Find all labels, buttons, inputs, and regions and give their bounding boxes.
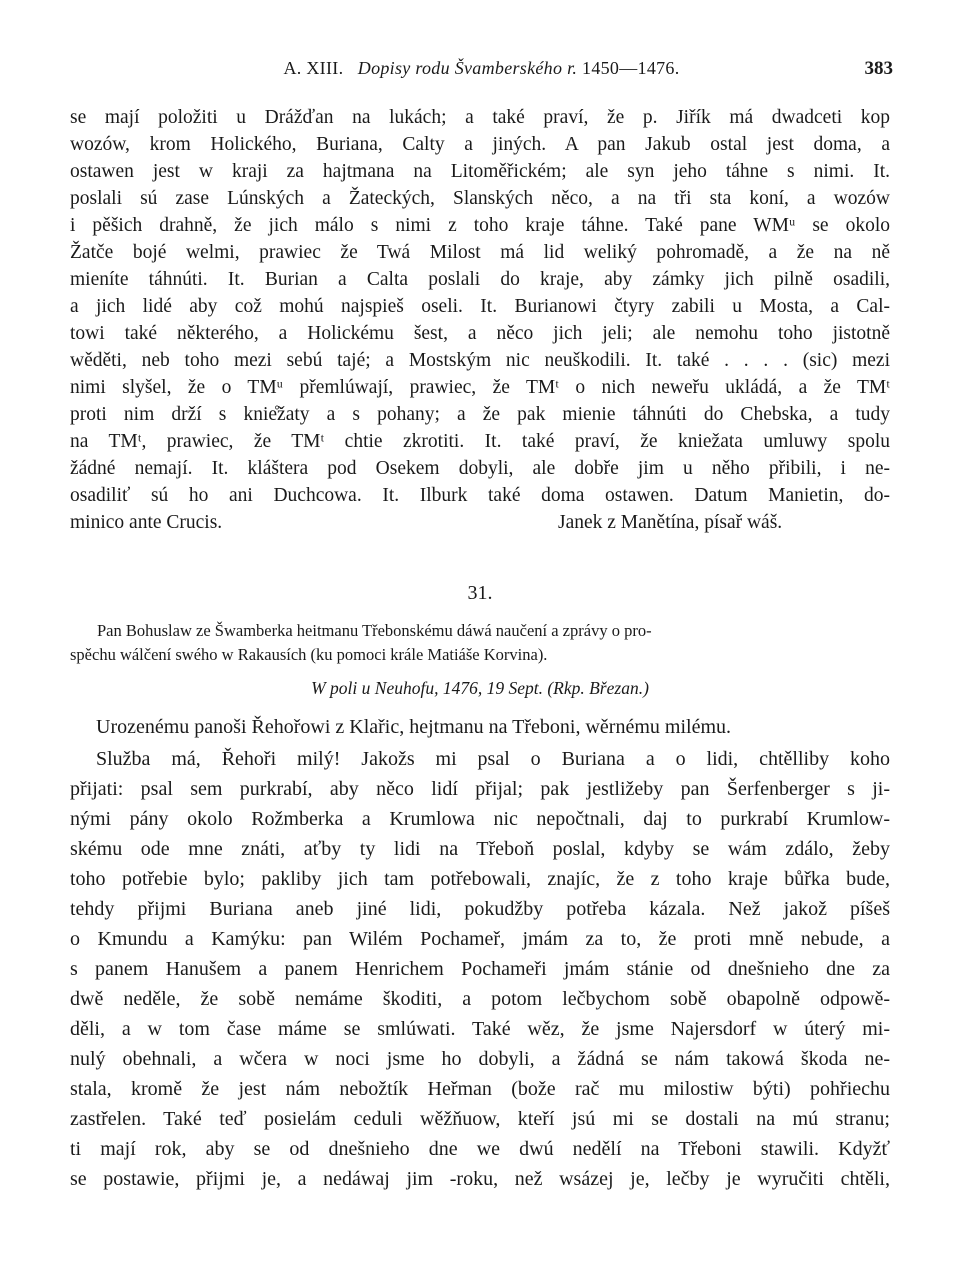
text-line: děli, a w tom čase máme se smlúwati. Také wěz, že jsme Najersdorf w úterý mi-	[70, 1018, 890, 1040]
letter-signature: Janek z Manětína, písař wáš.	[558, 512, 783, 533]
abstract-line: Pan Bohuslaw ze Šwamberka heitmanu Třebonskému dáwá naučení a zprávy o pro-	[97, 621, 652, 640]
abstract-line: spěchu wálčení swého w Rakausích (ku pomoci krále Matiáše Korvina).	[70, 645, 548, 664]
text-line: skému ode mne znáti, aťby ty lidi na Třeboň poslal, kdyby se wám zdálo, žeby	[70, 838, 890, 860]
text-line: wozów, krom Holického, Buriana, Calty a jiných. A pan Jakub ostal jest doma, a	[70, 134, 890, 155]
header-title	[70, 58, 893, 79]
text-line: přijati: psal sem purkrabí, aby něco lidí přijal; pak jestližeby pan Šerfenberger s ji-	[70, 778, 890, 800]
salutation: Urozenému panoši Řehořowi z Klařic, hejtmanu na Třeboni, wěrnému milému.	[96, 716, 731, 738]
header-section: A. XIII.	[283, 58, 344, 78]
letter-date-closing: minico ante Crucis.	[70, 512, 223, 533]
text-line: stala, kromě že jest nám nebožtík Heřman (bože rač mu milostiw býti) pohřiechu	[70, 1078, 890, 1100]
header-years: 1450—1476.	[582, 58, 680, 78]
text-line: osadiliť sú ho ani Duchcowa. It. Ilburk také doma ostawen. Datum Manietin, do-	[70, 485, 890, 506]
text-line: i pěšich drahně, že jich málo s nimi z toho kraje táhne. Také pane WMᵘ se okolo	[70, 215, 890, 236]
header-collection-title: Dopisy rodu Švamberského r.	[357, 58, 578, 78]
text-line: o Kmundu a Kamýku: pan Wilém Pochameř, jmám za to, že proti mně nebude, a	[70, 928, 890, 950]
text-line: poslali sú zase Lúnských a Žateckých, Slanských něco, a na tři sta koní, a wozów	[70, 188, 890, 209]
text-line: se postawie, přijmi je, a nedáwaj jim -roku, než wsázej je, lečby je wyručiti chtěli,	[70, 1168, 890, 1190]
text-line: nulý obehnali, a wčera w noci jsme ho dobyli, a žádná se nám takowá škoda ne-	[70, 1048, 890, 1070]
text-line: mieníte táhnúti. It. Burian a Calta poslali do kraje, aby zámky jich pilně osadili,	[70, 269, 890, 290]
text-line: ostawen jest w kraji za hajtmana na Litoměřickém; ale syn jeho táhne s nimi. It.	[70, 161, 890, 182]
text-line: žádné nemají. It. kláštera pod Osekem dobyli, ale dobře jim u něho přibili, i ne-	[70, 458, 890, 479]
text-line: wěděti, neb toho mezi sebú tajé; a Mostským nic neuškodili. It. také . . . . (sic) mezi	[70, 350, 890, 371]
text-line: zastřelen. Také teď posielám ceduli wěžňuow, kteří jsú mi se dostali na mú stranu;	[70, 1108, 890, 1130]
text-line: na TMᵗ, prawiec, že TMᵗ chtie zkrotiti. It. také praví, že kniežata umluwy spolu	[70, 431, 890, 452]
text-line: tehdy přijmi Buriana aneb jiné lidi, pokudžby potřeba kázala. Než jakož píšeš	[70, 898, 890, 920]
text-line: a jich lidé aby což mohú najspieš oseli. It. Burianowi čtyry zabili u Mosta, a Cal-	[70, 296, 890, 317]
document-number: 31.	[467, 582, 493, 604]
text-line: toho potřebie bylo; pakliby jich tam potřebowali, znajíc, že z toho kraje bůřka bude,	[70, 868, 890, 890]
text-line: proti nim drží s knie̊žaty a s pohany; a že pak mienie táhnúti do Chebska, a tudy	[70, 404, 890, 425]
source-dateline: W poli u Neuhofu, 1476, 19 Sept. (Rkp. Březan.)	[311, 678, 649, 698]
text-line: Žatče bojé welmi, prawiec že Twá Milost má lid weliký pohromadě, a že na ně	[70, 242, 890, 263]
text-line: Služba má, Řehoři milý! Jakožs mi psal o Buriana a o lidi, chtělliby koho	[96, 748, 890, 770]
text-line: nými pány okolo Rožmberka a Krumlowa nic nepočtnali, daj to purkrabí Krumlow-	[70, 808, 890, 830]
text-line: dwě neděle, že sobě nemáme škoditi, a potom lečbychom sobě obapolně odpowě-	[70, 988, 890, 1010]
text-line: nimi slyšel, že o TMᵘ přemlúwají, prawiec, že TMᵗ o nich neweřu ukládá, a že TMᵗ	[70, 377, 890, 398]
text-line: ti mají rok, aby se od dnešnieho dne we dwú nedělí na Třeboni stawili. Kdyžť	[70, 1138, 890, 1160]
text-line: se mají položiti u Drážďan na lukách; a také praví, že p. Jiřík má dwadceti kop	[70, 107, 890, 128]
text-line: s panem Hanušem a panem Henrichem Pochameři jmám stánie od dnešnieho dne za	[70, 958, 890, 980]
text-line: towi také některého, a Holickému šest, a něco jich jeli; ale nemohu toho jistotně	[70, 323, 890, 344]
running-header	[70, 58, 893, 88]
page-number: 383	[864, 58, 893, 79]
